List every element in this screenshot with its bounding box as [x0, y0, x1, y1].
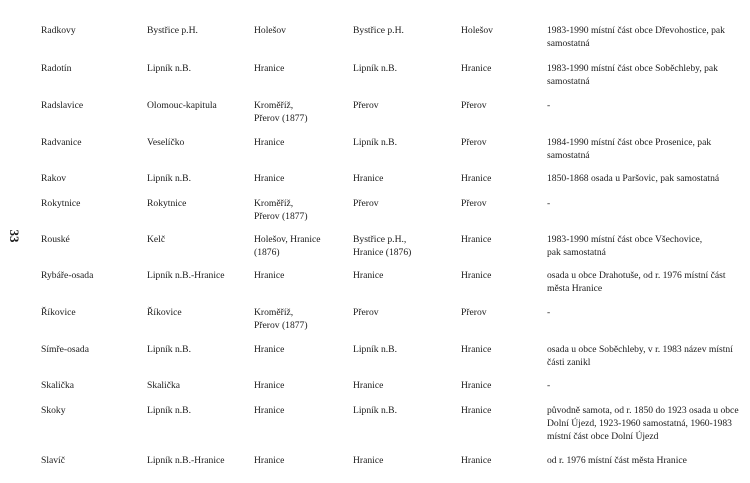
cell-estate: Lipník n.B.-Hranice	[147, 455, 225, 466]
cell-political-district: Holešov, Hranice (1876)	[254, 234, 321, 258]
cell-tax-district: Hranice	[461, 173, 492, 184]
cell-note: -	[547, 307, 551, 318]
cell-village-name: Skoky	[41, 405, 66, 416]
cell-note: původně samota, od r. 1850 do 1923 osada u obce Dolní Újezd, 1923-1960 samostatná, 1960-1983 místní část obce Dolní Újezd	[547, 405, 739, 442]
cell-judicial-district: Hranice	[353, 270, 384, 281]
cell-note: osada u obce Soběchleby, v r. 1983 název místní části zanikl	[547, 344, 733, 368]
cell-village-name: Radotín	[41, 63, 72, 74]
cell-village-name: Rakov	[41, 173, 67, 184]
cell-judicial-district: Bystřice p.H., Hranice (1876)	[353, 234, 412, 258]
cell-judicial-district: Přerov	[353, 100, 379, 111]
cell-judicial-district: Lipník n.B.	[353, 137, 397, 148]
cell-village-name: Rokytnice	[41, 198, 81, 209]
cell-estate: Bystřice p.H.	[147, 25, 198, 36]
cell-political-district: Holešov	[254, 25, 286, 36]
cell-political-district: Hranice	[254, 380, 285, 391]
cell-judicial-district: Lipník n.B.	[353, 63, 397, 74]
cell-judicial-district: Přerov	[353, 307, 379, 318]
cell-village-name: Skalička	[41, 380, 75, 391]
cell-tax-district: Přerov	[461, 198, 487, 209]
cell-judicial-district: Lipník n.B.	[353, 344, 397, 355]
cell-note: osada u obce Drahotuše, od r. 1976 místní část města Hranice	[547, 270, 726, 294]
cell-tax-district: Hranice	[461, 270, 492, 281]
cell-estate: Kelč	[147, 234, 166, 245]
cell-note: 1983-1990 místní část obce Dřevohostice, pak samostatná	[547, 25, 725, 49]
cell-political-district: Hranice	[254, 455, 285, 466]
cell-village-name: Rouské	[41, 234, 70, 245]
cell-estate: Rokytnice	[147, 198, 187, 209]
cell-tax-district: Holešov	[461, 25, 493, 36]
cell-judicial-district: Přerov	[353, 198, 379, 209]
cell-tax-district: Přerov	[461, 100, 487, 111]
cell-estate: Skalička	[147, 380, 181, 391]
cell-note: -	[547, 380, 551, 391]
cell-tax-district: Hranice	[461, 63, 492, 74]
cell-judicial-district: Bystřice p.H.	[353, 25, 404, 36]
cell-village-name: Radkovy	[41, 25, 76, 36]
cell-tax-district: Přerov	[461, 307, 487, 318]
cell-judicial-district: Hranice	[353, 173, 384, 184]
cell-village-name: Radvanice	[41, 137, 82, 148]
cell-political-district: Hranice	[254, 344, 285, 355]
cell-tax-district: Hranice	[461, 380, 492, 391]
cell-estate: Lipník n.B.-Hranice	[147, 270, 225, 281]
cell-note: od r. 1976 místní část města Hranice	[547, 455, 687, 466]
cell-estate: Lipník n.B.	[147, 173, 191, 184]
cell-tax-district: Hranice	[461, 455, 492, 466]
page-number: 33	[7, 229, 22, 243]
cell-tax-district: Hranice	[461, 234, 492, 245]
cell-note: 1983-1990 místní část obce Všechovice, pak samostatná	[547, 234, 703, 258]
cell-judicial-district: Hranice	[353, 455, 384, 466]
cell-note: -	[547, 100, 551, 111]
cell-note: 1983-1990 místní část obce Soběchleby, pak samostatná	[547, 63, 718, 87]
cell-village-name: Radslavice	[41, 100, 84, 111]
cell-political-district: Hranice	[254, 270, 285, 281]
cell-note: -	[547, 198, 551, 209]
cell-estate: Veselíčko	[147, 137, 185, 148]
cell-village-name: Říkovice	[41, 307, 76, 318]
cell-judicial-district: Lipník n.B.	[353, 405, 397, 416]
cell-political-district: Kroměříž, Přerov (1877)	[254, 100, 308, 124]
cell-village-name: Rybáře-osada	[41, 270, 94, 281]
cell-note: 1850-1868 osada u Paršovic, pak samostatná	[547, 173, 720, 184]
cell-political-district: Kroměříž, Přerov (1877)	[254, 307, 308, 331]
cell-estate: Olomouc-kapitula	[147, 100, 217, 111]
cell-political-district: Hranice	[254, 63, 285, 74]
cell-tax-district: Hranice	[461, 344, 492, 355]
cell-estate: Lipník n.B.	[147, 344, 191, 355]
cell-village-name: Símře-osada	[41, 344, 89, 355]
cell-judicial-district: Hranice	[353, 380, 384, 391]
cell-political-district: Hranice	[254, 405, 285, 416]
cell-political-district: Hranice	[254, 173, 285, 184]
cell-village-name: Slavíč	[41, 455, 65, 466]
cell-estate: Říkovice	[147, 307, 182, 318]
cell-political-district: Kroměříž, Přerov (1877)	[254, 198, 308, 222]
cell-estate: Lipník n.B.	[147, 405, 191, 416]
cell-political-district: Hranice	[254, 137, 285, 148]
cell-note: 1984-1990 místní část obce Prosenice, pak samostatná	[547, 137, 712, 161]
cell-tax-district: Přerov	[461, 137, 487, 148]
cell-estate: Lipník n.B.	[147, 63, 191, 74]
cell-tax-district: Hranice	[461, 405, 492, 416]
